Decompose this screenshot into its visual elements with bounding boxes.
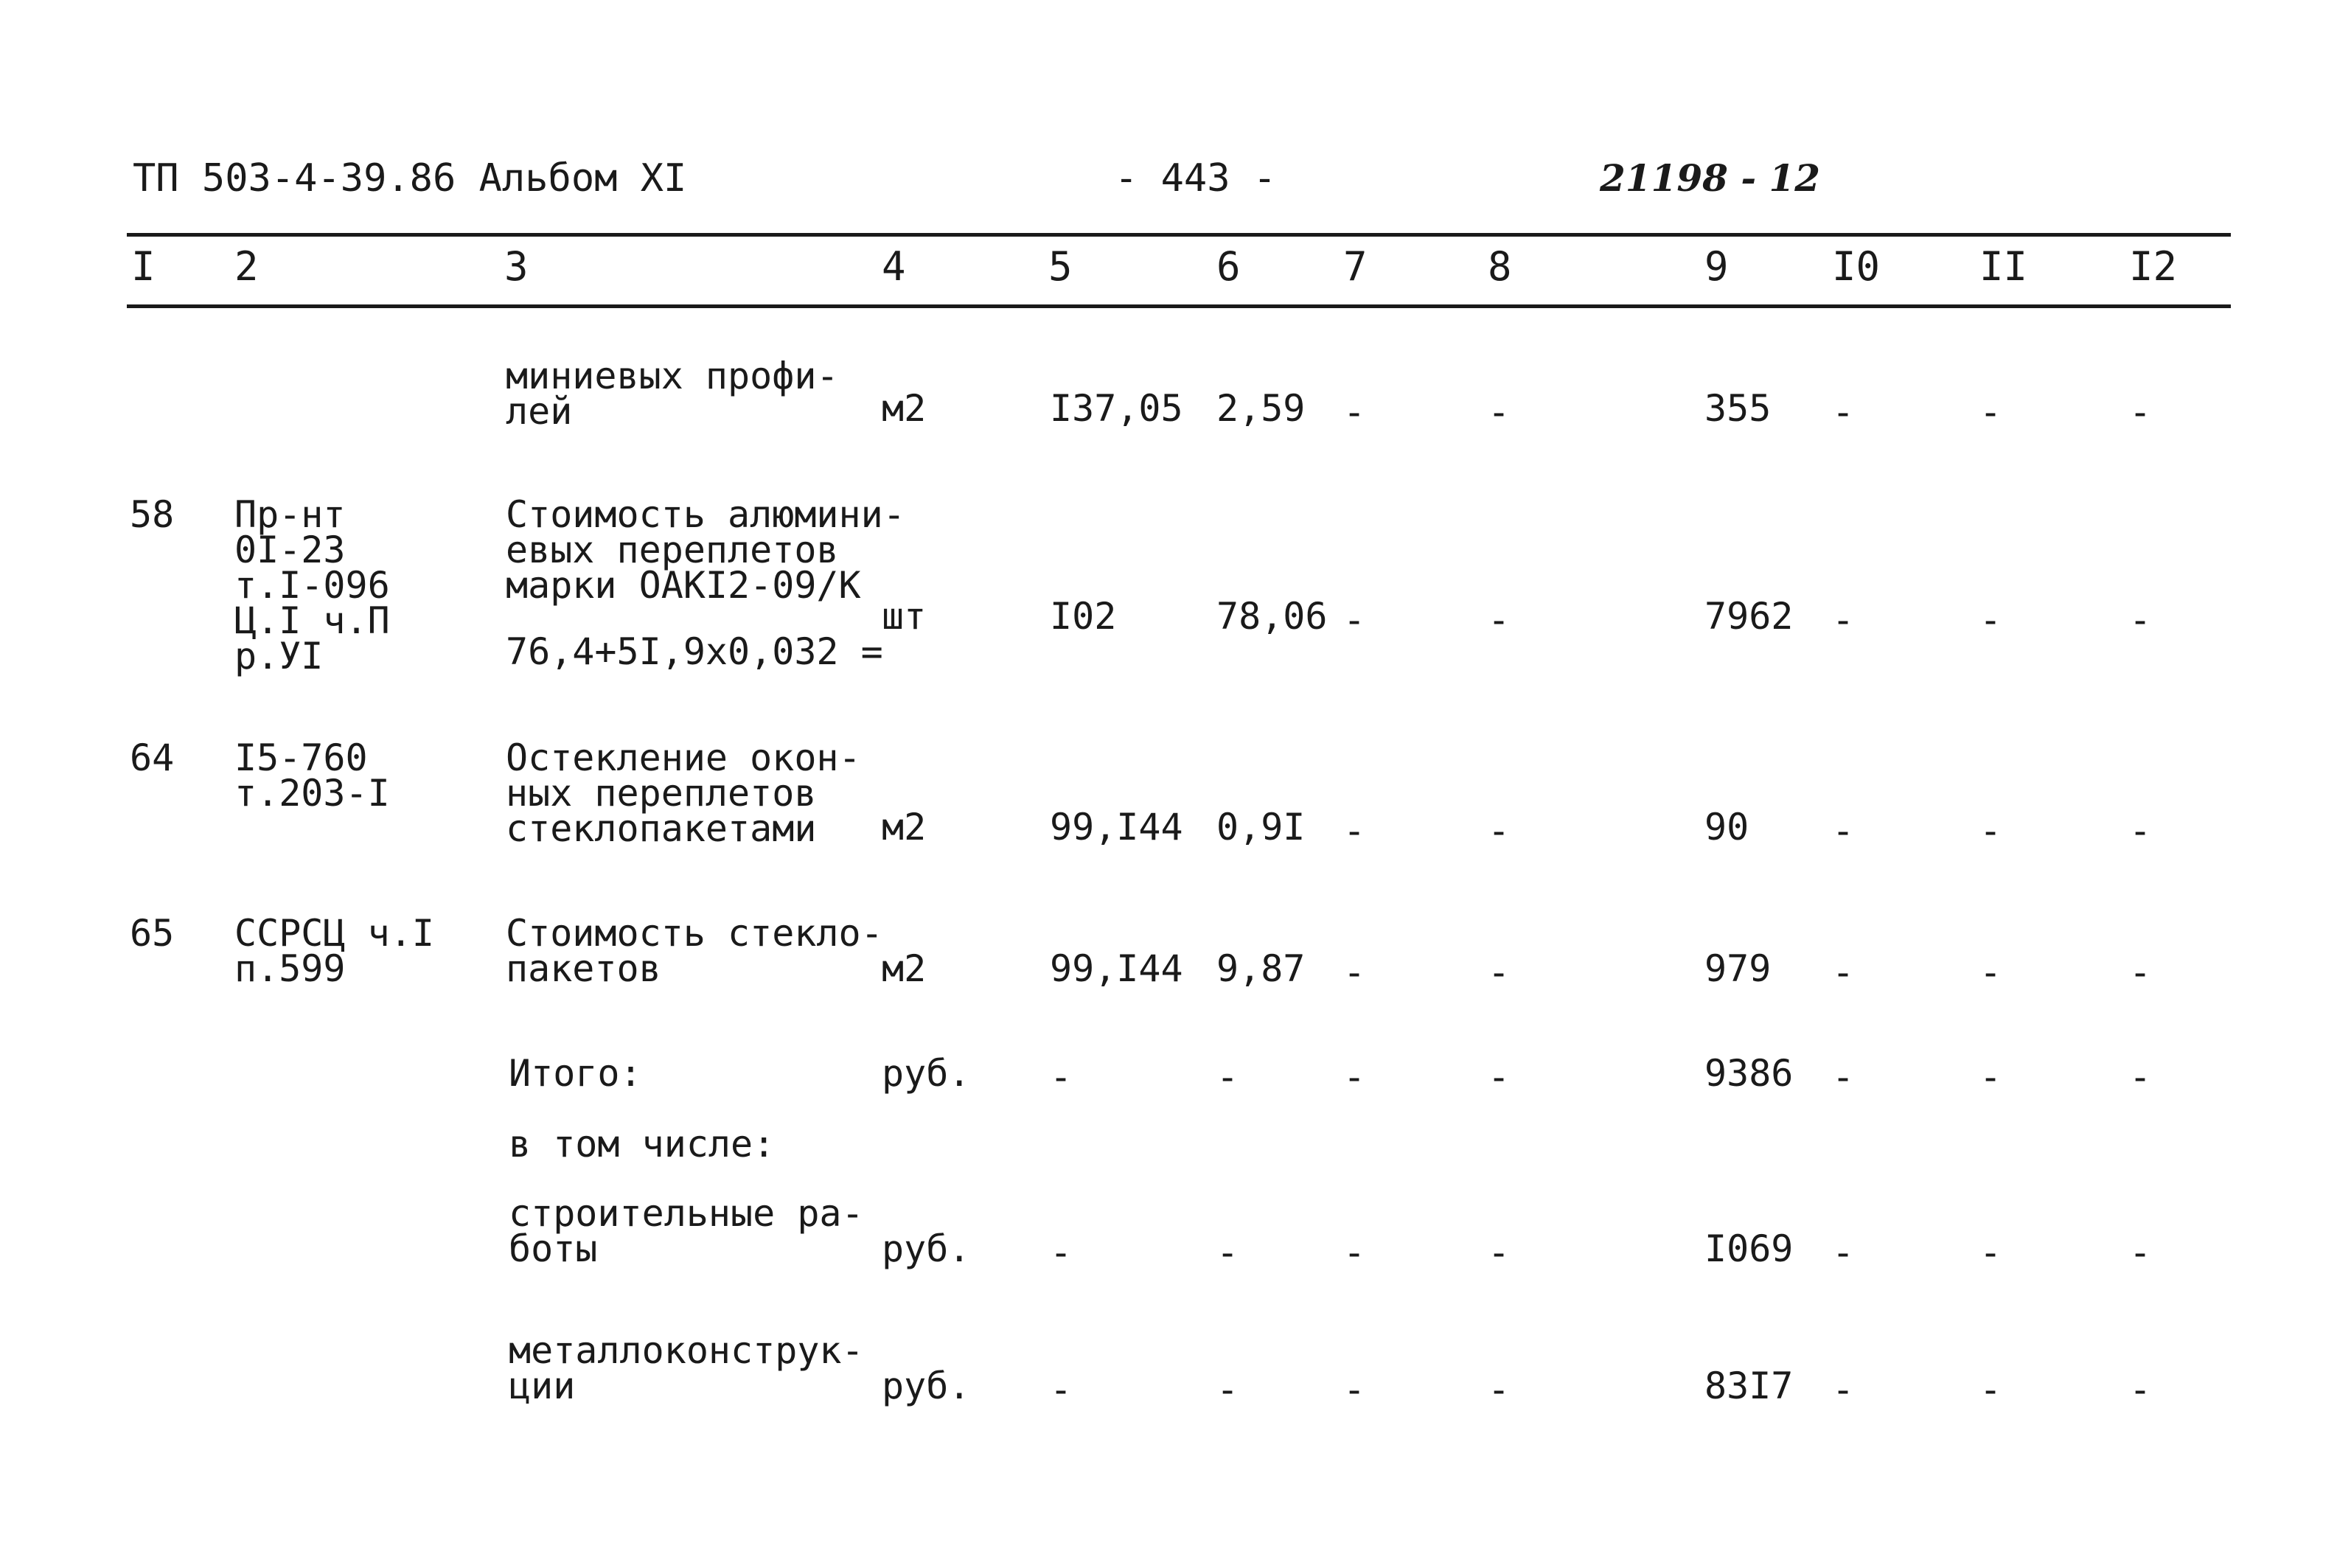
- col-header-1: I: [131, 243, 156, 290]
- cell-col8: -: [1488, 1056, 1511, 1098]
- cell-col10: -: [1832, 951, 1855, 994]
- cell-col10: -: [1832, 1368, 1855, 1411]
- col-header-6: 6: [1216, 243, 1241, 290]
- cell-col11: -: [1979, 1231, 2002, 1274]
- cell-reference: ССРСЦ ч.I п.599: [234, 912, 434, 990]
- cell-col7: -: [1343, 1368, 1366, 1411]
- col-header-4: 4: [882, 243, 906, 290]
- cell-col12: -: [2129, 1368, 2152, 1411]
- cell-description: в том числе:: [509, 1123, 776, 1165]
- cell-col12: -: [2129, 391, 2152, 433]
- cell-col11: -: [1979, 1056, 2002, 1098]
- cell-col12: -: [2129, 951, 2152, 994]
- cell-total: 979: [1704, 947, 1772, 990]
- cell-col7: -: [1343, 1231, 1366, 1274]
- cell-unit-price: 0,9I: [1216, 806, 1306, 849]
- cell-unit: руб.: [882, 1052, 971, 1095]
- cell-col11: -: [1979, 809, 2002, 852]
- cell-col7: -: [1343, 809, 1366, 852]
- cell-unit-price: -: [1216, 1368, 1239, 1411]
- cell-reference: Пр-нт 0I-23 т.I-096 Ц.I ч.П р.УI: [234, 493, 390, 677]
- col-header-7: 7: [1343, 243, 1368, 290]
- cell-quantity: -: [1050, 1231, 1073, 1274]
- handwritten-code: 21198 - 12: [1600, 156, 1821, 200]
- cell-description: металлоконструк- ции: [509, 1329, 864, 1407]
- cell-col8: -: [1488, 1368, 1511, 1411]
- cell-col8: -: [1488, 951, 1511, 994]
- cell-unit: шт: [882, 595, 927, 638]
- cell-total: I069: [1704, 1227, 1794, 1270]
- cell-col11: -: [1979, 951, 2002, 994]
- cell-unit-price: 2,59: [1216, 387, 1306, 430]
- cell-quantity: I02: [1050, 595, 1117, 638]
- cell-col12: -: [2129, 809, 2152, 852]
- cell-col10: -: [1832, 1231, 1855, 1274]
- document-reference: ТП 503-4-39.86 Альбом XI: [133, 156, 687, 201]
- col-header-10: I0: [1832, 243, 1881, 290]
- cell-col7: -: [1343, 599, 1366, 641]
- cell-total: 355: [1704, 387, 1772, 430]
- cell-description: миниевых профи- лей: [506, 355, 839, 433]
- cell-reference: I5-760 т.203-I: [234, 736, 390, 815]
- cell-quantity: -: [1050, 1056, 1073, 1098]
- header-top-rule: [127, 233, 2231, 237]
- cell-col7: -: [1343, 391, 1366, 433]
- col-header-11: II: [1979, 243, 2028, 290]
- col-header-5: 5: [1048, 243, 1073, 290]
- cell-col7: -: [1343, 1056, 1366, 1098]
- cell-description: строительные ра- боты: [509, 1192, 864, 1270]
- cell-total: 9386: [1704, 1052, 1794, 1095]
- cell-position: 64: [130, 736, 175, 779]
- header-bottom-rule: [127, 304, 2231, 308]
- col-header-3: 3: [504, 243, 529, 290]
- cell-unit: м2: [882, 387, 927, 430]
- cell-formula: 76,4+5I,9x0,032 =: [506, 630, 883, 673]
- cell-quantity: 99,I44: [1050, 806, 1183, 849]
- cell-col7: -: [1343, 951, 1366, 994]
- cell-col10: -: [1832, 1056, 1855, 1098]
- cell-description: Итого:: [509, 1052, 642, 1095]
- col-header-9: 9: [1704, 243, 1729, 290]
- col-header-2: 2: [234, 243, 259, 290]
- page-number: - 443 -: [1115, 156, 1277, 201]
- cell-col8: -: [1488, 391, 1511, 433]
- cell-unit-price: -: [1216, 1056, 1239, 1098]
- cell-col8: -: [1488, 809, 1511, 852]
- cell-position: 58: [130, 493, 175, 536]
- cell-col10: -: [1832, 391, 1855, 433]
- cell-col12: -: [2129, 1231, 2152, 1274]
- cell-col8: -: [1488, 599, 1511, 641]
- cell-col11: -: [1979, 1368, 2002, 1411]
- cell-description: Стоимость стекло- пакетов: [506, 912, 883, 990]
- cell-position: 65: [130, 912, 175, 955]
- cell-unit: руб.: [882, 1227, 971, 1270]
- cell-col11: -: [1979, 599, 2002, 641]
- cell-unit: м2: [882, 806, 927, 849]
- col-header-8: 8: [1488, 243, 1512, 290]
- cell-total: 83I7: [1704, 1365, 1794, 1407]
- cell-col8: -: [1488, 1231, 1511, 1274]
- cell-quantity: 99,I44: [1050, 947, 1183, 990]
- cell-unit: м2: [882, 947, 927, 990]
- cell-quantity: -: [1050, 1368, 1073, 1411]
- cell-col12: -: [2129, 599, 2152, 641]
- cell-unit-price: 78,06: [1216, 595, 1328, 638]
- cell-total: 90: [1704, 806, 1749, 849]
- col-header-12: I2: [2129, 243, 2178, 290]
- cell-col12: -: [2129, 1056, 2152, 1098]
- cell-total: 7962: [1704, 595, 1794, 638]
- cell-col10: -: [1832, 809, 1855, 852]
- cell-quantity: I37,05: [1050, 387, 1183, 430]
- cell-unit-price: -: [1216, 1231, 1239, 1274]
- cell-col10: -: [1832, 599, 1855, 641]
- cell-description: Остекление окон- ных переплетов стеклопакетами: [506, 736, 861, 850]
- cell-unit-price: 9,87: [1216, 947, 1306, 990]
- cell-description: Стоимость алюмини- евых переплетов марки ОАКI2-09/К: [506, 493, 905, 607]
- cell-col11: -: [1979, 391, 2002, 433]
- cell-unit: руб.: [882, 1365, 971, 1407]
